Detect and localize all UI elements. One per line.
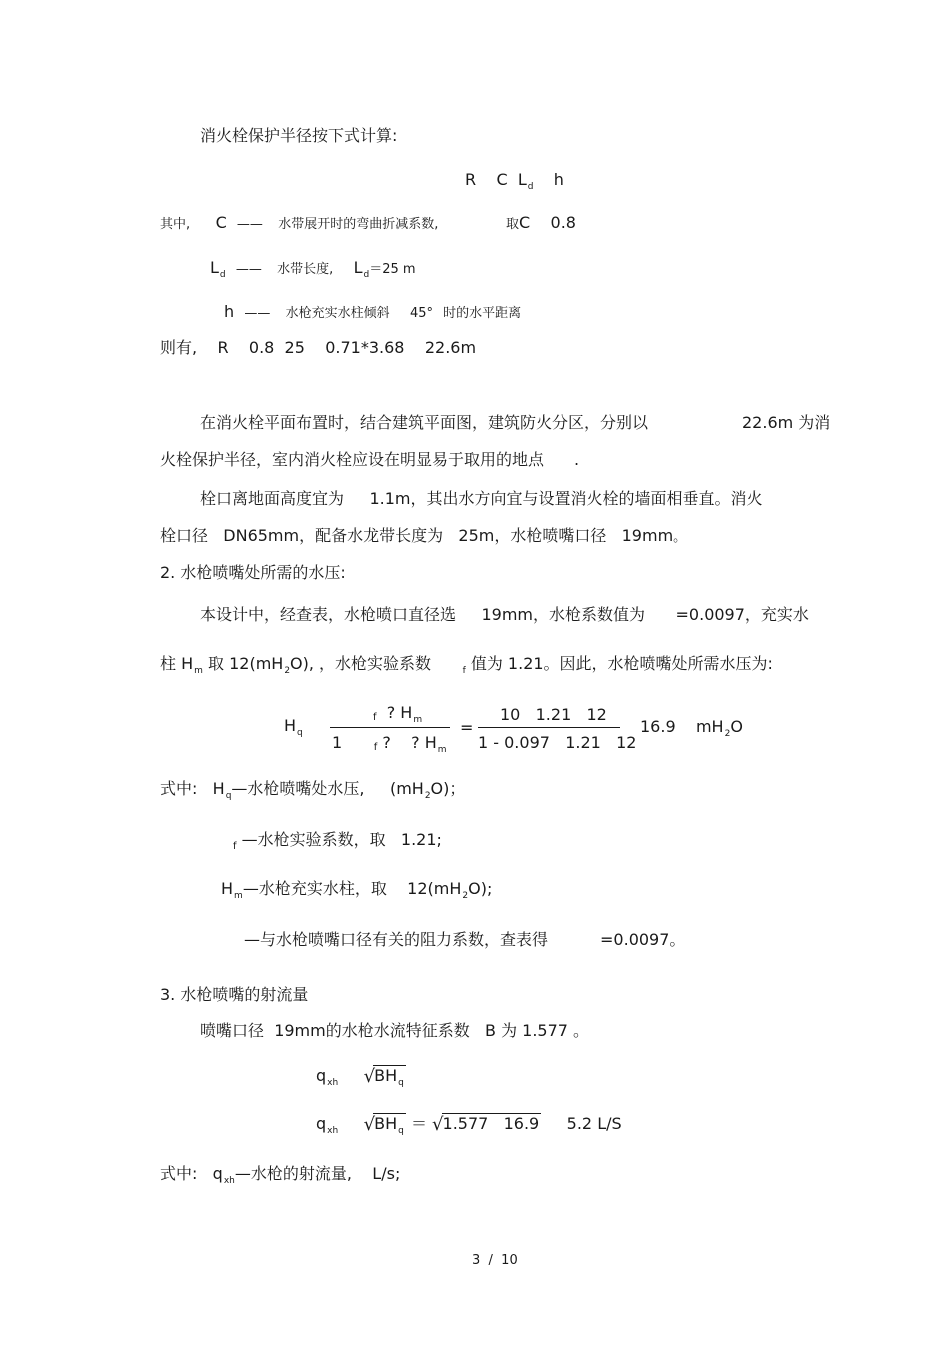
formula-r: R C $L_d$ h (465, 170, 564, 192)
para2-line2: 栓口径 DN65mm，配备水龙带长度为 25m，水枪喷嘴口径 19mm。 (160, 526, 687, 545)
definition-ld: $L_d$ —— 水带长度, $L_d=25$ m (210, 258, 416, 280)
where-resistance: —与水枪喷嘴口径有关的阻力系数，查表得 =0.0097。 (244, 930, 686, 949)
fraction-line-2 (478, 727, 620, 728)
formula-hq-den2: 1 - 0.097 1.21 12 (478, 733, 637, 752)
formula-hq-result: 16.9 $mH_2O$ (640, 717, 743, 739)
page-number: 3 / 10 (472, 1253, 518, 1268)
formula-hq-num2: 10 1.21 12 (500, 705, 607, 724)
para3-line1: 本设计中，经查表，水枪喷口直径选 19mm，水枪系数值为 =0.0097，充实水 (200, 605, 809, 624)
formula-hq-eq: = (460, 718, 474, 737)
definition-h: h —— 水枪充实水柱倾斜 45° 时的水平距离 (224, 302, 522, 321)
definition-c-value: 取C 0.8 (506, 213, 576, 232)
formula-hq-den1: 1 f ? ? $H_m$ (332, 733, 447, 755)
where-hq: 式中: $H_q—$水枪喷嘴处水压, $(mH_2O)$； (160, 779, 466, 801)
where-hm: $H_m—$水枪充实水柱，取 $12(mH_2O)$; (221, 879, 493, 901)
para1-line1: 在消火栓平面布置时，结合建筑平面图，建筑防火分区，分别以 (200, 413, 649, 432)
where-f: $_f$ —水枪实验系数，取 1.21; (233, 830, 442, 852)
para1-line1-end: 22.6m 为消 (742, 413, 831, 432)
formula-q2: $q_{xh}$ $√BH_q = √1.577$ 16.9 5.2 L/S (316, 1114, 622, 1136)
formula-hq-lhs: $H_q$ (284, 716, 303, 738)
para2-line1: 栓口离地面高度宜为 1.1m，其出水方向宜与设置消火栓的墙面相垂直。消火 (200, 489, 763, 508)
definition-c: 其中, C —— 水带展开时的弯曲折减系数, (160, 213, 439, 232)
formula-q1: $q_{xh}$ $√BH_q$ (316, 1066, 404, 1088)
section3-heading: 3. 水枪喷嘴的射流量 (160, 985, 309, 1004)
where-qxh: 式中: $q_{xh}—$水枪的射流量, L/s; (160, 1164, 401, 1186)
heading-radius: 消火栓保护半径按下式计算: (200, 126, 398, 145)
fraction-line-1 (330, 727, 450, 728)
para1-line2: 火栓保护半径，室内消火栓应设在明显易于取用的地点 . (160, 450, 580, 469)
sqrt-symbol-2: $√BH_q$ (363, 1114, 404, 1136)
result-r: 则有, R 0.8 25 0.71*3.68 22.6m (160, 338, 477, 357)
para3-line2: 柱 $H_m$ 取 $12(mH_2O)$, ，水枪实验系数 $_f$ 值为 1.21。因此，水枪喷嘴处所需水压为: (160, 654, 773, 676)
section2-heading: 2. 水枪喷嘴处所需的水压: (160, 563, 346, 582)
para4: 喷嘴口径 19mm的水枪水流特征系数 B 为 1.577 。 (200, 1021, 590, 1040)
formula-hq-num1: f ? $H_m$ (373, 703, 423, 725)
sqrt-symbol-1: $√BH_q$ (363, 1066, 404, 1088)
sqrt-symbol-3: √1.577 16.9 (432, 1114, 540, 1135)
